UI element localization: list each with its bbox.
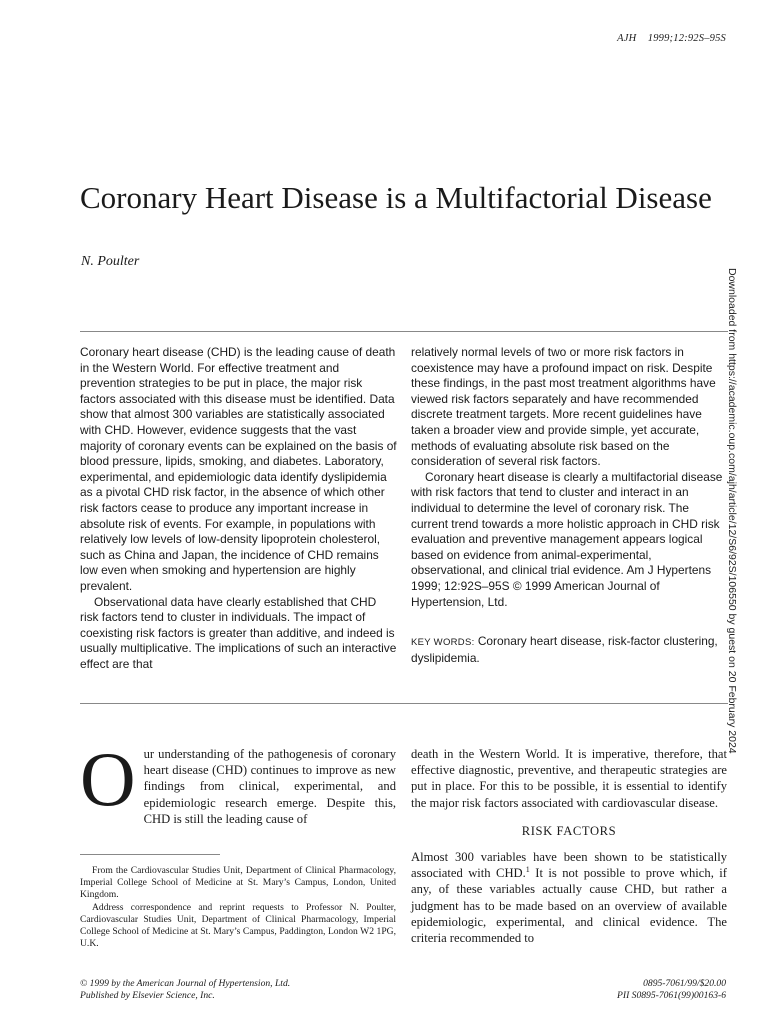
identifier-footer bbox=[617, 978, 726, 1002]
abstract-paragraph: Coronary heart disease is clearly a multifactorial disease with risk factors that tend to cluster and interact in an individual to determine the level of coronary risk. The current trend towards a more holistic approach in CHD risk evaluation and preventive management appears logical based on evidence from animal-experimental, observational, and clinical trial evidence. Am J Hypertens 1999; 12:92S–95S © 1999 American Journal of Hypertension, Ltd. bbox=[411, 469, 723, 609]
correspondence-text: Address correspondence and reprint requests to Professor N. Poulter, Cardiovascular Studies Unit, Department of Clinical Pharmacology, Imperial College School of Medicine at St. Mary’s Campus, Paddington, London W2 1PG, U.K. bbox=[80, 901, 396, 950]
section-paragraph bbox=[411, 849, 727, 946]
drop-cap: O bbox=[80, 736, 136, 822]
download-note: Downloaded from https://academic.oup.com/ajh/article/12/S6/92S/106550 by guest on 20 February 2024 bbox=[726, 268, 738, 754]
section-text-b: It is not possible to prove which, if any, of these variables actually cause CHD, but rather a judgment has to be made based on an overview of available epidemiologic, experimental, and clinical evidence. The criteria recommended to bbox=[411, 866, 727, 946]
pii-code: PII S0895-7061(99)00163-6 bbox=[617, 990, 726, 1002]
price-code: 0895-7061/99/$20.00 bbox=[643, 978, 726, 989]
copyright-footer bbox=[80, 978, 290, 1002]
keywords bbox=[411, 634, 728, 666]
journal-abbrev: AJH bbox=[617, 33, 637, 44]
download-watermark bbox=[728, 268, 748, 768]
section-text-a: Almost 300 variables have been shown to be statistically associated with CHD. bbox=[411, 850, 727, 881]
publisher-line: Published by Elsevier Science, Inc. bbox=[80, 990, 215, 1002]
intro-paragraph bbox=[80, 736, 396, 827]
abstract-paragraph: Coronary heart disease (CHD) is the leading cause of death in the Western World. For effective treatment and prevention strategies to be put in place, the major risk factors associated with this disease must be identified. Data show that almost 300 variables are statistically associated with CHD. However, evidence suggests that the vast majority of coronary events can be explained on the basis of blood pressure, lipids, smoking, and diabetes. Laboratory, experimental, and epidemiologic data identify dyslipidemia as a pivotal CHD risk factor, in the absence of which other risk factors cease to produce any important increase in absolute risk of events. For example, in populations with relatively low levels of low-density lipoprotein cholesterol, such as China and Japan, the incidence of CHD remains low even when smoking and hypertension are highly prevalent. bbox=[80, 345, 397, 593]
section-heading: RISK FACTORS bbox=[521, 823, 617, 838]
abstract-top-rule bbox=[80, 331, 728, 332]
footnote-rule bbox=[80, 854, 220, 855]
body-right-column bbox=[411, 746, 727, 946]
reference-marker: 1 bbox=[525, 865, 530, 875]
journal-volume-pages: 1999;12:92S–95S bbox=[647, 33, 726, 44]
intro-text: ur understanding of the pathogenesis of coronary heart disease (CHD) continues to improve as new findings from clinical, experimental, and epidemiologic research emerge. Despite this, CHD is still the leading cause of bbox=[143, 747, 396, 826]
abstract-bottom-rule bbox=[80, 703, 728, 704]
keywords-label: KEY WORDS: bbox=[411, 637, 475, 649]
copyright-line: © 1999 by the American Journal of Hypertension, Ltd. bbox=[80, 978, 291, 989]
affiliation-text: From the Cardiovascular Studies Unit, Department of Clinical Pharmacology, Imperial College School of Medicine at St. Mary’s Campus, London, United Kingdom. bbox=[80, 865, 396, 901]
abstract-left-column bbox=[80, 345, 397, 672]
abstract-right-column bbox=[411, 345, 728, 666]
intro-continuation: death in the Western World. It is imperative, therefore, that effective diagnostic, preventive, and therapeutic strategies are put in place. For this to be possible, it is essential to identify the major risk factors associated with cardiovascular disease. bbox=[411, 747, 727, 810]
article-title: Coronary Heart Disease is a Multifactorial Disease bbox=[80, 180, 712, 215]
journal-reference bbox=[617, 33, 726, 44]
abstract-paragraph: relatively normal levels of two or more risk factors in coexistence may have a profound impact on risk. Despite these findings, in the past most treatment algorithms have viewed risk factors separately and have recommended discrete treatment targets. More recent guidelines have taken a broader view and provide simple, yet accurate, methods of evaluating absolute risk based on the consideration of several risk factors. bbox=[411, 345, 716, 469]
body-left-column bbox=[80, 736, 396, 827]
keywords-text: Coronary heart disease, risk-factor clustering, dyslipidemia. bbox=[411, 634, 718, 665]
author-name: N. Poulter bbox=[81, 254, 140, 269]
abstract-paragraph: Observational data have clearly established that CHD risk factors tend to cluster in individuals. The impact of coexisting risk factors is greater than additive, and indeed is usually multiplicative. The implications of such an interactive effect are that bbox=[80, 594, 397, 671]
affiliation-footnote bbox=[80, 865, 396, 950]
